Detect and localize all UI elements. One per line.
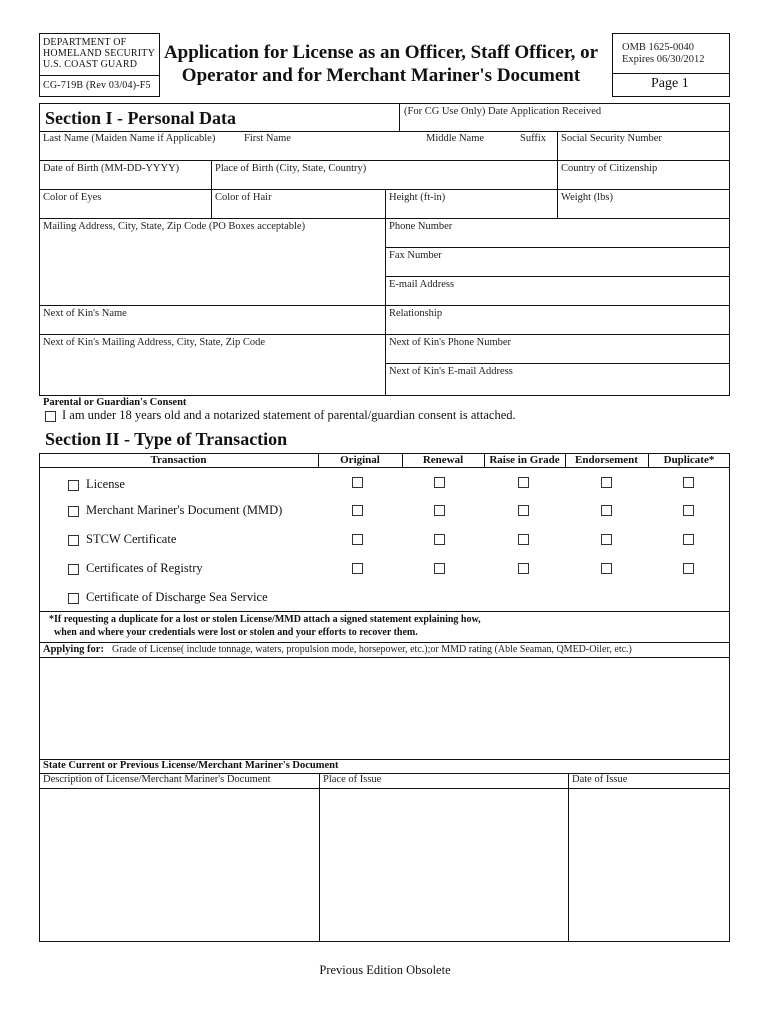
form-title-line-1: Application for License as an Officer, Staff Officer, or [163,42,599,63]
registry-duplicate-checkbox[interactable] [683,563,694,574]
kin-name-label: Next of Kin's Name [43,308,127,319]
mmd-raise-checkbox[interactable] [518,505,529,516]
email-label: E-mail Address [389,279,455,290]
applying-for-instructions: Grade of License( include tonnage, waters, propulsion mode, horsepower, etc.);or MMD rating (Able Seaman, QMED-Oiler, etc.) [112,644,632,655]
stcw-original-checkbox[interactable] [352,534,363,545]
dob-label: Date of Birth (MM-DD-YYYY) [43,163,180,174]
col-transaction: Transaction [150,454,207,466]
stcw-renewal-checkbox[interactable] [434,534,445,545]
date-of-issue-input[interactable] [569,789,729,941]
mmd-checkbox[interactable] [68,506,79,517]
footer-note: Previous Edition Obsolete [319,963,451,977]
stcw-duplicate-checkbox[interactable] [683,534,694,545]
stcw-checkbox[interactable] [68,535,79,546]
weight-label: Weight (lbs) [561,192,613,203]
kin-email-label: Next of Kin's E-mail Address [389,366,513,377]
stcw-raise-checkbox[interactable] [518,534,529,545]
registry-raise-checkbox[interactable] [518,563,529,574]
omb-number: OMB 1625-0040 [622,42,695,53]
description-input[interactable] [40,789,318,941]
row-stcw: STCW Certificate [86,532,177,546]
consent-checkbox[interactable] [45,411,56,422]
date-of-issue-label: Date of Issue [572,774,628,785]
mailing-address-label: Mailing Address, City, State, Zip Code (PO Boxes acceptable) [43,221,306,232]
applying-for-input[interactable] [40,658,729,758]
eye-color-label: Color of Eyes [43,192,102,203]
state-license-title: State Current or Previous License/Merchant Mariner's Document [43,760,339,771]
height-label: Height (ft-in) [389,192,446,203]
duplicate-note-line-1: *If requesting a duplicate for a lost or stolen License/MMD attach a signed statement explaining how, [49,614,481,625]
section2-title: Section II - Type of Transaction [45,429,288,449]
row-registry: Certificates of Registry [86,561,203,575]
omb-expiration: Expires 06/30/2012 [622,54,705,65]
fax-label: Fax Number [389,250,442,261]
license-duplicate-checkbox[interactable] [683,477,694,488]
hair-color-label: Color of Hair [215,192,272,203]
kin-address-label: Next of Kin's Mailing Address, City, State, Zip Code [43,337,265,348]
col-duplicate: Duplicate* [663,454,715,466]
col-raise-in-grade: Raise in Grade [489,454,560,466]
registry-endorsement-checkbox[interactable] [601,563,612,574]
agency-line-3: U.S. COAST GUARD [43,59,138,70]
duplicate-note-line-2: when and where your credentials were lost or stolen and your efforts to recover them. [54,627,418,638]
place-of-issue-label: Place of Issue [323,774,382,785]
license-checkbox[interactable] [68,480,79,491]
section1-title: Section I - Personal Data [45,108,236,128]
consent-title: Parental or Guardian's Consent [43,397,187,408]
agency-line-2: HOMELAND SECURITY [43,48,156,59]
consent-text: I am under 18 years old and a notarized statement of parental/guardian consent is attached. [62,408,516,422]
agency-line-1: DEPARTMENT OF [43,37,127,48]
page-number: Page 1 [651,76,689,91]
license-original-checkbox[interactable] [352,477,363,488]
form-title-line-2: Operator and for Merchant Mariner's Document [181,65,581,86]
registry-checkbox[interactable] [68,564,79,575]
license-renewal-checkbox[interactable] [434,477,445,488]
mmd-duplicate-checkbox[interactable] [683,505,694,516]
registry-original-checkbox[interactable] [352,563,363,574]
applying-for-label: Applying for: [43,644,104,655]
pob-label: Place of Birth (City, State, Country) [215,163,367,174]
stcw-endorsement-checkbox[interactable] [601,534,612,545]
first-name-label: First Name [244,133,291,144]
row-discharge: Certificate of Discharge Sea Service [86,590,268,604]
ssn-label: Social Security Number [561,133,662,144]
license-endorsement-checkbox[interactable] [601,477,612,488]
relationship-label: Relationship [389,308,443,319]
form-number: CG-719B (Rev 03/04)-F5 [43,80,151,91]
mmd-renewal-checkbox[interactable] [434,505,445,516]
kin-phone-label: Next of Kin's Phone Number [389,337,512,348]
row-license: License [86,477,125,491]
middle-name-label: Middle Name [426,133,485,144]
col-original: Original [340,454,380,466]
mmd-endorsement-checkbox[interactable] [601,505,612,516]
registry-renewal-checkbox[interactable] [434,563,445,574]
row-mmd: Merchant Mariner's Document (MMD) [86,503,283,517]
discharge-checkbox[interactable] [68,593,79,604]
mmd-original-checkbox[interactable] [352,505,363,516]
suffix-label: Suffix [520,133,547,144]
citizenship-label: Country of Citizenship [561,163,658,174]
license-raise-checkbox[interactable] [518,477,529,488]
phone-label: Phone Number [389,221,453,232]
col-renewal: Renewal [422,454,464,466]
cg-use-label: (For CG Use Only) Date Application Received [404,106,602,117]
col-endorsement: Endorsement [575,454,638,466]
description-col-label: Description of License/Merchant Mariner's Document [43,774,271,785]
place-of-issue-input[interactable] [320,789,567,941]
last-name-label: Last Name (Maiden Name if Applicable) [43,133,216,144]
